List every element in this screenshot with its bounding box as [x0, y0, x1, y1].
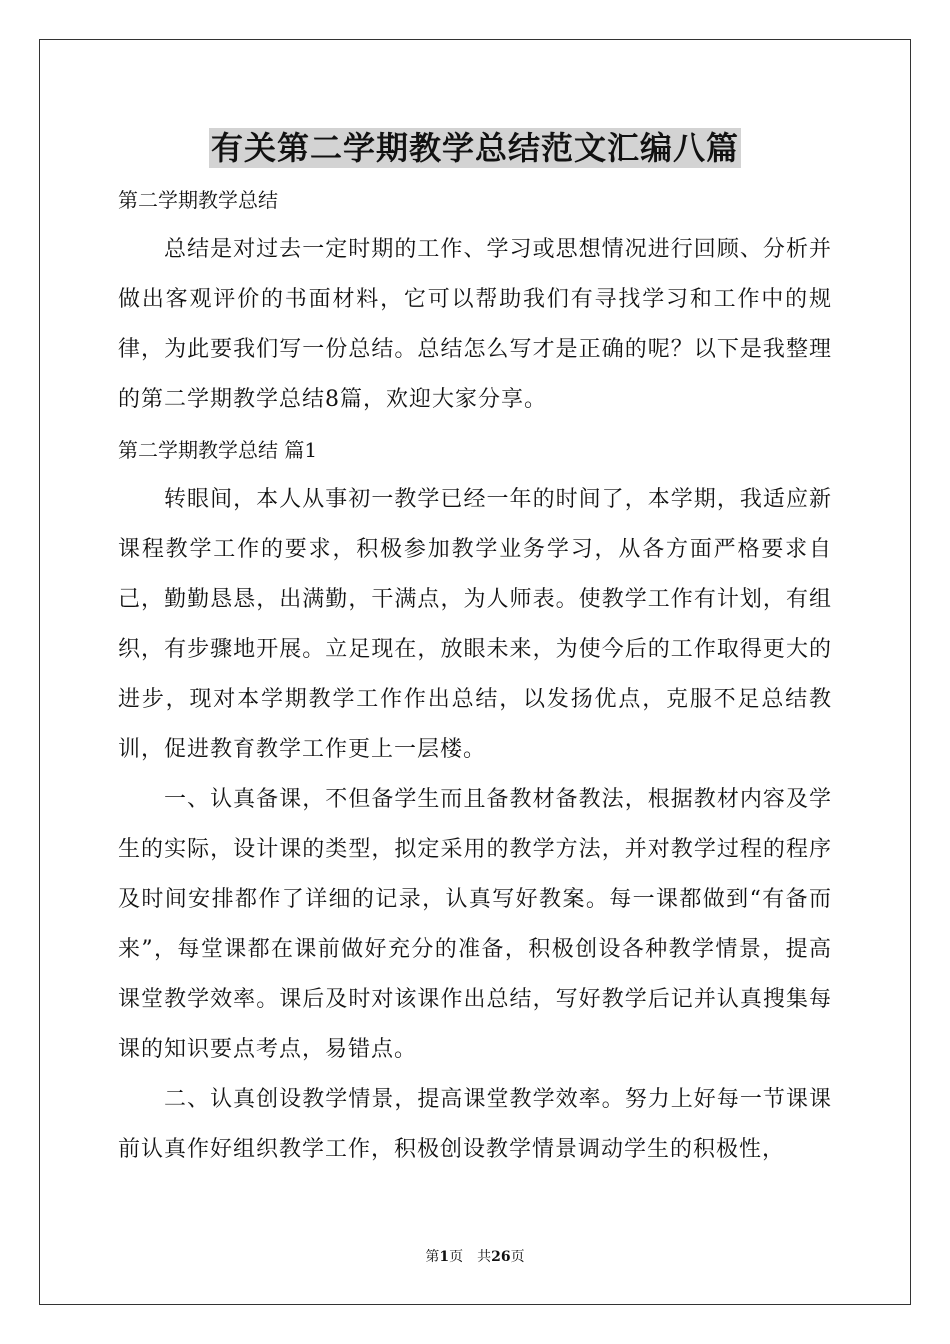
paragraph-2: 一、认真备课，不但备学生而且备教材备教法，根据教材内容及学生的实际，设计课的类型，拟定采用的教学方法，并对教学过程的程序及时间安排都作了详细的记录，认真写好教案。每一课都做到“有备而来”，每堂课都在课前做好充分的准备，积极创设各种教学情景，提高课堂教学效率。课后及时对该课作出总结，写好教学后记并认真搜集每课的知识要点考点，易错点。 [118, 787, 832, 1062]
intro-paragraph: 总结是对过去一定时期的工作、学习或思想情况进行回顾、分析并做出客观评价的书面材料，它可以帮助我们有寻找学习和工作中的规律，为此要我们写一份总结。总结怎么写才是正确的呢？以下是我整理的第二学期教学总结8篇，欢迎大家分享。 [118, 237, 832, 412]
footer-page-current: 1 [439, 1249, 450, 1265]
paragraph-3: 二、认真创设教学情景，提高课堂教学效率。努力上好每一节课课前认真作好组织教学工作，积极创设教学情景调动学生的积极性， [118, 1087, 832, 1162]
document-title: 有关第二学期教学总结范文汇编八篇 [210, 129, 739, 167]
title-container [0, 128, 950, 168]
footer-page-total: 26 [491, 1249, 511, 1265]
footer-page-suffix: 页 [510, 1249, 525, 1265]
footer-page-mid: 页 共 [449, 1249, 492, 1265]
section-heading: 第二学期教学总结 篇1 [118, 438, 318, 462]
footer-page-prefix: 第 [425, 1249, 440, 1265]
page-footer [0, 1247, 950, 1267]
paragraph-1: 转眼间，本人从事初一教学已经一年的时间了，本学期，我适应新课程教学工作的要求，积极参加教学业务学习，从各方面严格要求自己，勤勤恳恳，出满勤，干满点，为人师表。使教学工作有计划，有组织，有步骤地开展。立足现在，放眼未来，为使今后的工作取得更大的进步，现对本学期教学工作作出总结，以发扬优点，克服不足总结教训，促进教育教学工作更上一层楼。 [118, 487, 832, 762]
intro-heading: 第二学期教学总结 [118, 188, 278, 212]
